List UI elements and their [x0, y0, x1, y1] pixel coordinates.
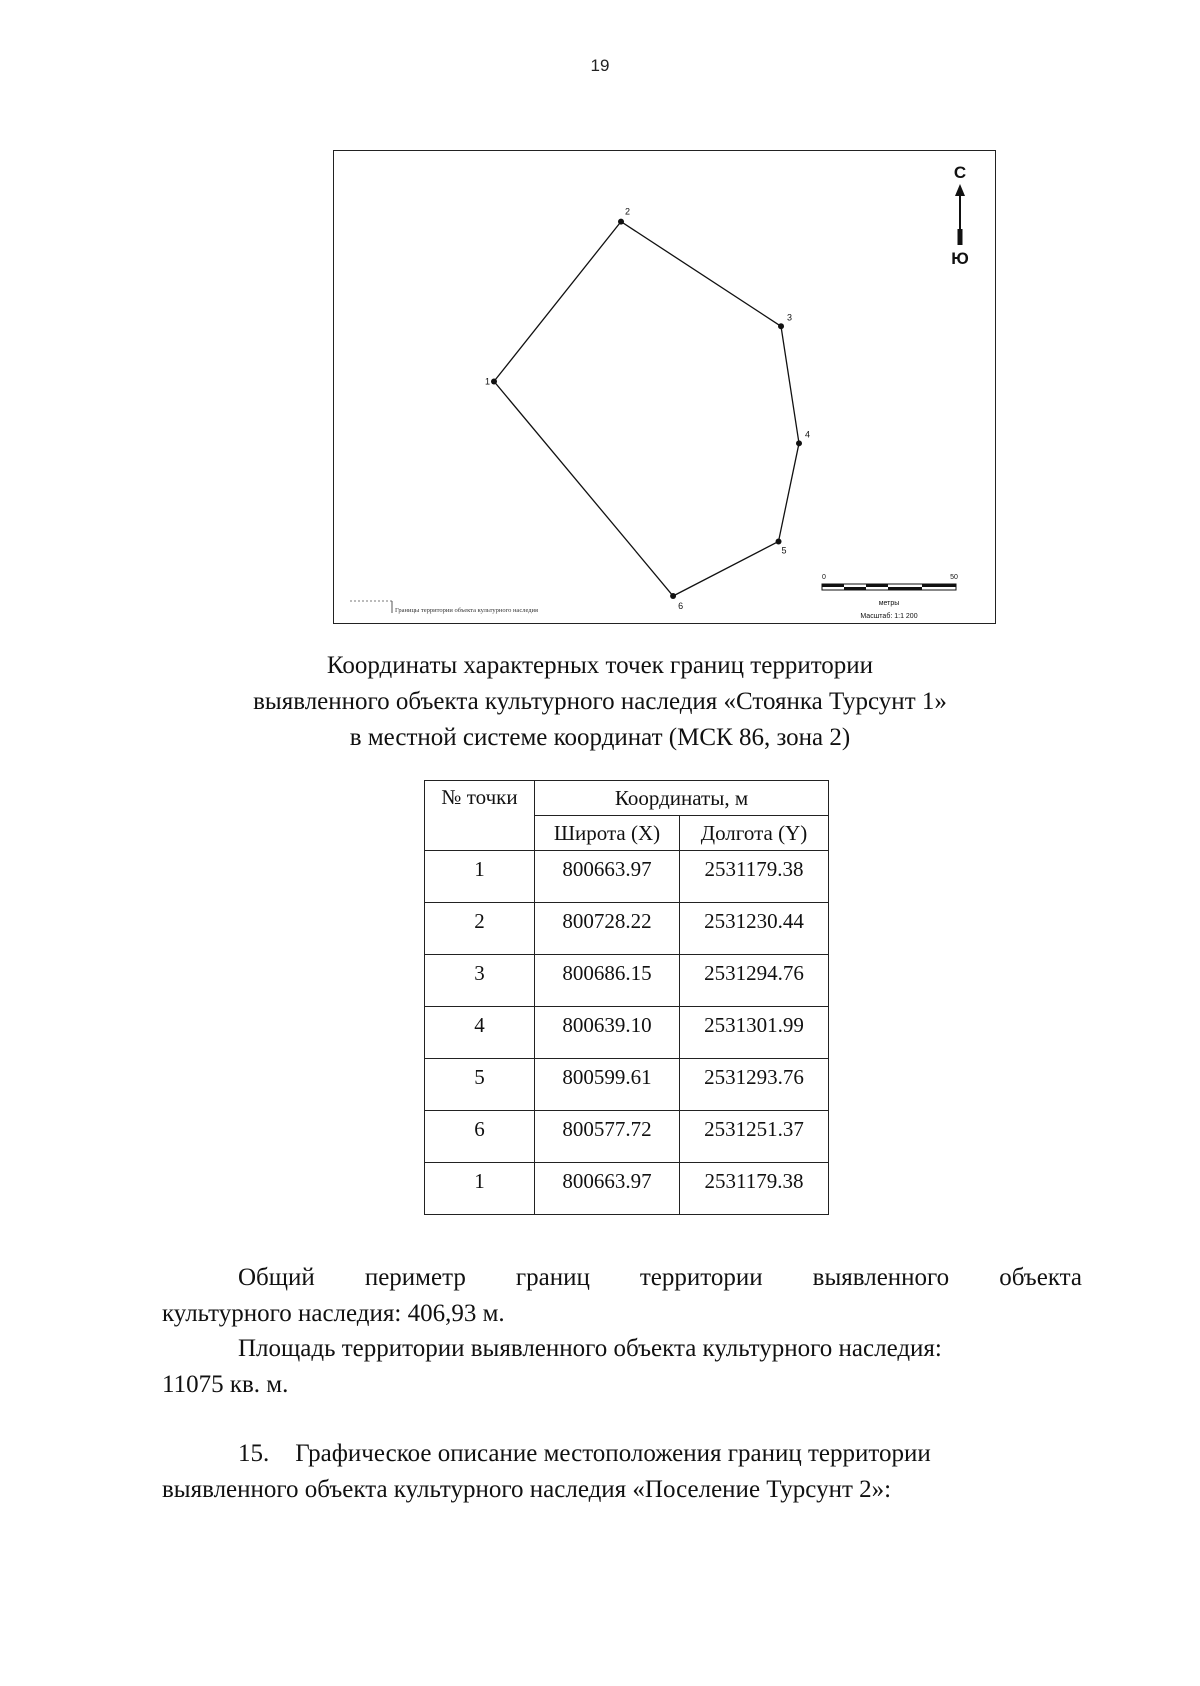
- boundary-point-marker: [491, 378, 497, 384]
- point-cell: 6: [425, 1111, 535, 1163]
- section-15-line-2: выявленного объекта культурного наследия «Поселение Турсунт 2»:: [162, 1476, 892, 1503]
- section-15-line-1: [162, 1436, 1082, 1472]
- y-cell: 2531179.38: [680, 1163, 829, 1215]
- point-cell: 2: [425, 903, 535, 955]
- boundary-point-label: 3: [787, 312, 793, 323]
- y-cell: 2531251.37: [680, 1111, 829, 1163]
- boundary-point-marker: [670, 593, 676, 599]
- boundary-point-label: 6: [678, 601, 684, 611]
- south-label: Ю: [951, 249, 969, 268]
- perimeter-word: территории: [639, 1264, 763, 1291]
- coordinates-table: [424, 780, 829, 1215]
- caption-line-2: выявленного объекта культурного наследия «Стоянка Турсунт 1»: [253, 688, 947, 715]
- perimeter-word: Общий: [238, 1264, 315, 1291]
- longitude-header: Долгота (Y): [680, 816, 829, 851]
- caption-line-3: в местной системе координат (МСК 86, зона 2): [349, 724, 851, 751]
- y-cell: 2531179.38: [680, 851, 829, 903]
- caption-line-1: Координаты характерных точек границ территории: [326, 652, 874, 679]
- boundary-point-label: 5: [781, 545, 787, 556]
- x-cell: 800663.97: [535, 851, 680, 903]
- north-label: С: [953, 163, 967, 182]
- x-cell: 800686.15: [535, 955, 680, 1007]
- y-cell: 2531293.76: [680, 1059, 829, 1111]
- table-row: [425, 1059, 829, 1111]
- boundary-point-label: 1: [485, 376, 491, 387]
- map-legend: [350, 601, 538, 614]
- boundary-polygon: [494, 222, 799, 596]
- point-cell: 5: [425, 1059, 535, 1111]
- x-cell: 800639.10: [535, 1007, 680, 1059]
- table-row: [425, 851, 829, 903]
- coordinates-header: Координаты, м: [535, 781, 829, 816]
- y-cell: 2531301.99: [680, 1007, 829, 1059]
- section-15-paragraph: [162, 1436, 1082, 1508]
- y-cell: 2531230.44: [680, 903, 829, 955]
- boundary-point-label: 2: [625, 206, 631, 217]
- x-cell: 800728.22: [535, 903, 680, 955]
- point-number-header: № точки: [425, 781, 535, 851]
- perimeter-line-1: [162, 1260, 1082, 1296]
- latitude-header: Широта (X): [535, 816, 680, 851]
- area-line-1: Площадь территории выявленного объекта культурного наследия:: [238, 1335, 942, 1362]
- boundary-map: [333, 150, 996, 624]
- north-arrow-icon: [951, 163, 969, 268]
- scale-start-label: 0: [822, 574, 826, 581]
- x-cell: 800663.97: [535, 1163, 680, 1215]
- table-row: [425, 1007, 829, 1059]
- x-cell: 800577.72: [535, 1111, 680, 1163]
- point-cell: 4: [425, 1007, 535, 1059]
- perimeter-word: объекта: [999, 1264, 1082, 1291]
- section-15-text: [269, 1436, 1082, 1472]
- legend-label: Границы территории объекта культурного наследия: [395, 607, 539, 614]
- table-row: [425, 903, 829, 955]
- page-number: 19: [590, 56, 610, 75]
- perimeter-line-2: культурного наследия: 406,93 м.: [162, 1300, 505, 1327]
- boundary-line: [494, 222, 799, 596]
- point-cell: 1: [425, 1163, 535, 1215]
- area-paragraph: [162, 1331, 1082, 1403]
- boundary-point-marker: [796, 440, 802, 446]
- scale-unit-label: метры: [878, 600, 900, 607]
- y-cell: 2531294.76: [680, 955, 829, 1007]
- scale-ratio-label: Масштаб: 1:1 200: [860, 613, 918, 620]
- boundary-point-marker: [776, 539, 782, 545]
- perimeter-word: выявленного: [812, 1264, 950, 1291]
- point-cell: 1: [425, 851, 535, 903]
- map-canvas: [334, 151, 997, 625]
- coordinates-caption: [0, 648, 1200, 756]
- perimeter-word: границ: [515, 1264, 590, 1291]
- boundary-point-marker: [778, 323, 784, 329]
- perimeter-paragraph: [162, 1260, 1082, 1332]
- boundary-point-marker: [618, 219, 624, 225]
- scale-end-label: 50: [950, 574, 958, 581]
- x-cell: 800599.61: [535, 1059, 680, 1111]
- boundary-point-label: 4: [805, 429, 811, 440]
- perimeter-word: периметр: [364, 1264, 466, 1291]
- scale-bar: [822, 574, 958, 620]
- table-row: [425, 955, 829, 1007]
- area-line-2: 11075 кв. м.: [162, 1371, 289, 1398]
- table-row: [425, 1163, 829, 1215]
- table-row: [425, 1111, 829, 1163]
- section-number: 15.: [238, 1440, 270, 1467]
- point-cell: 3: [425, 955, 535, 1007]
- section-15-heading: Графическое описание местоположения границ территории: [295, 1440, 931, 1467]
